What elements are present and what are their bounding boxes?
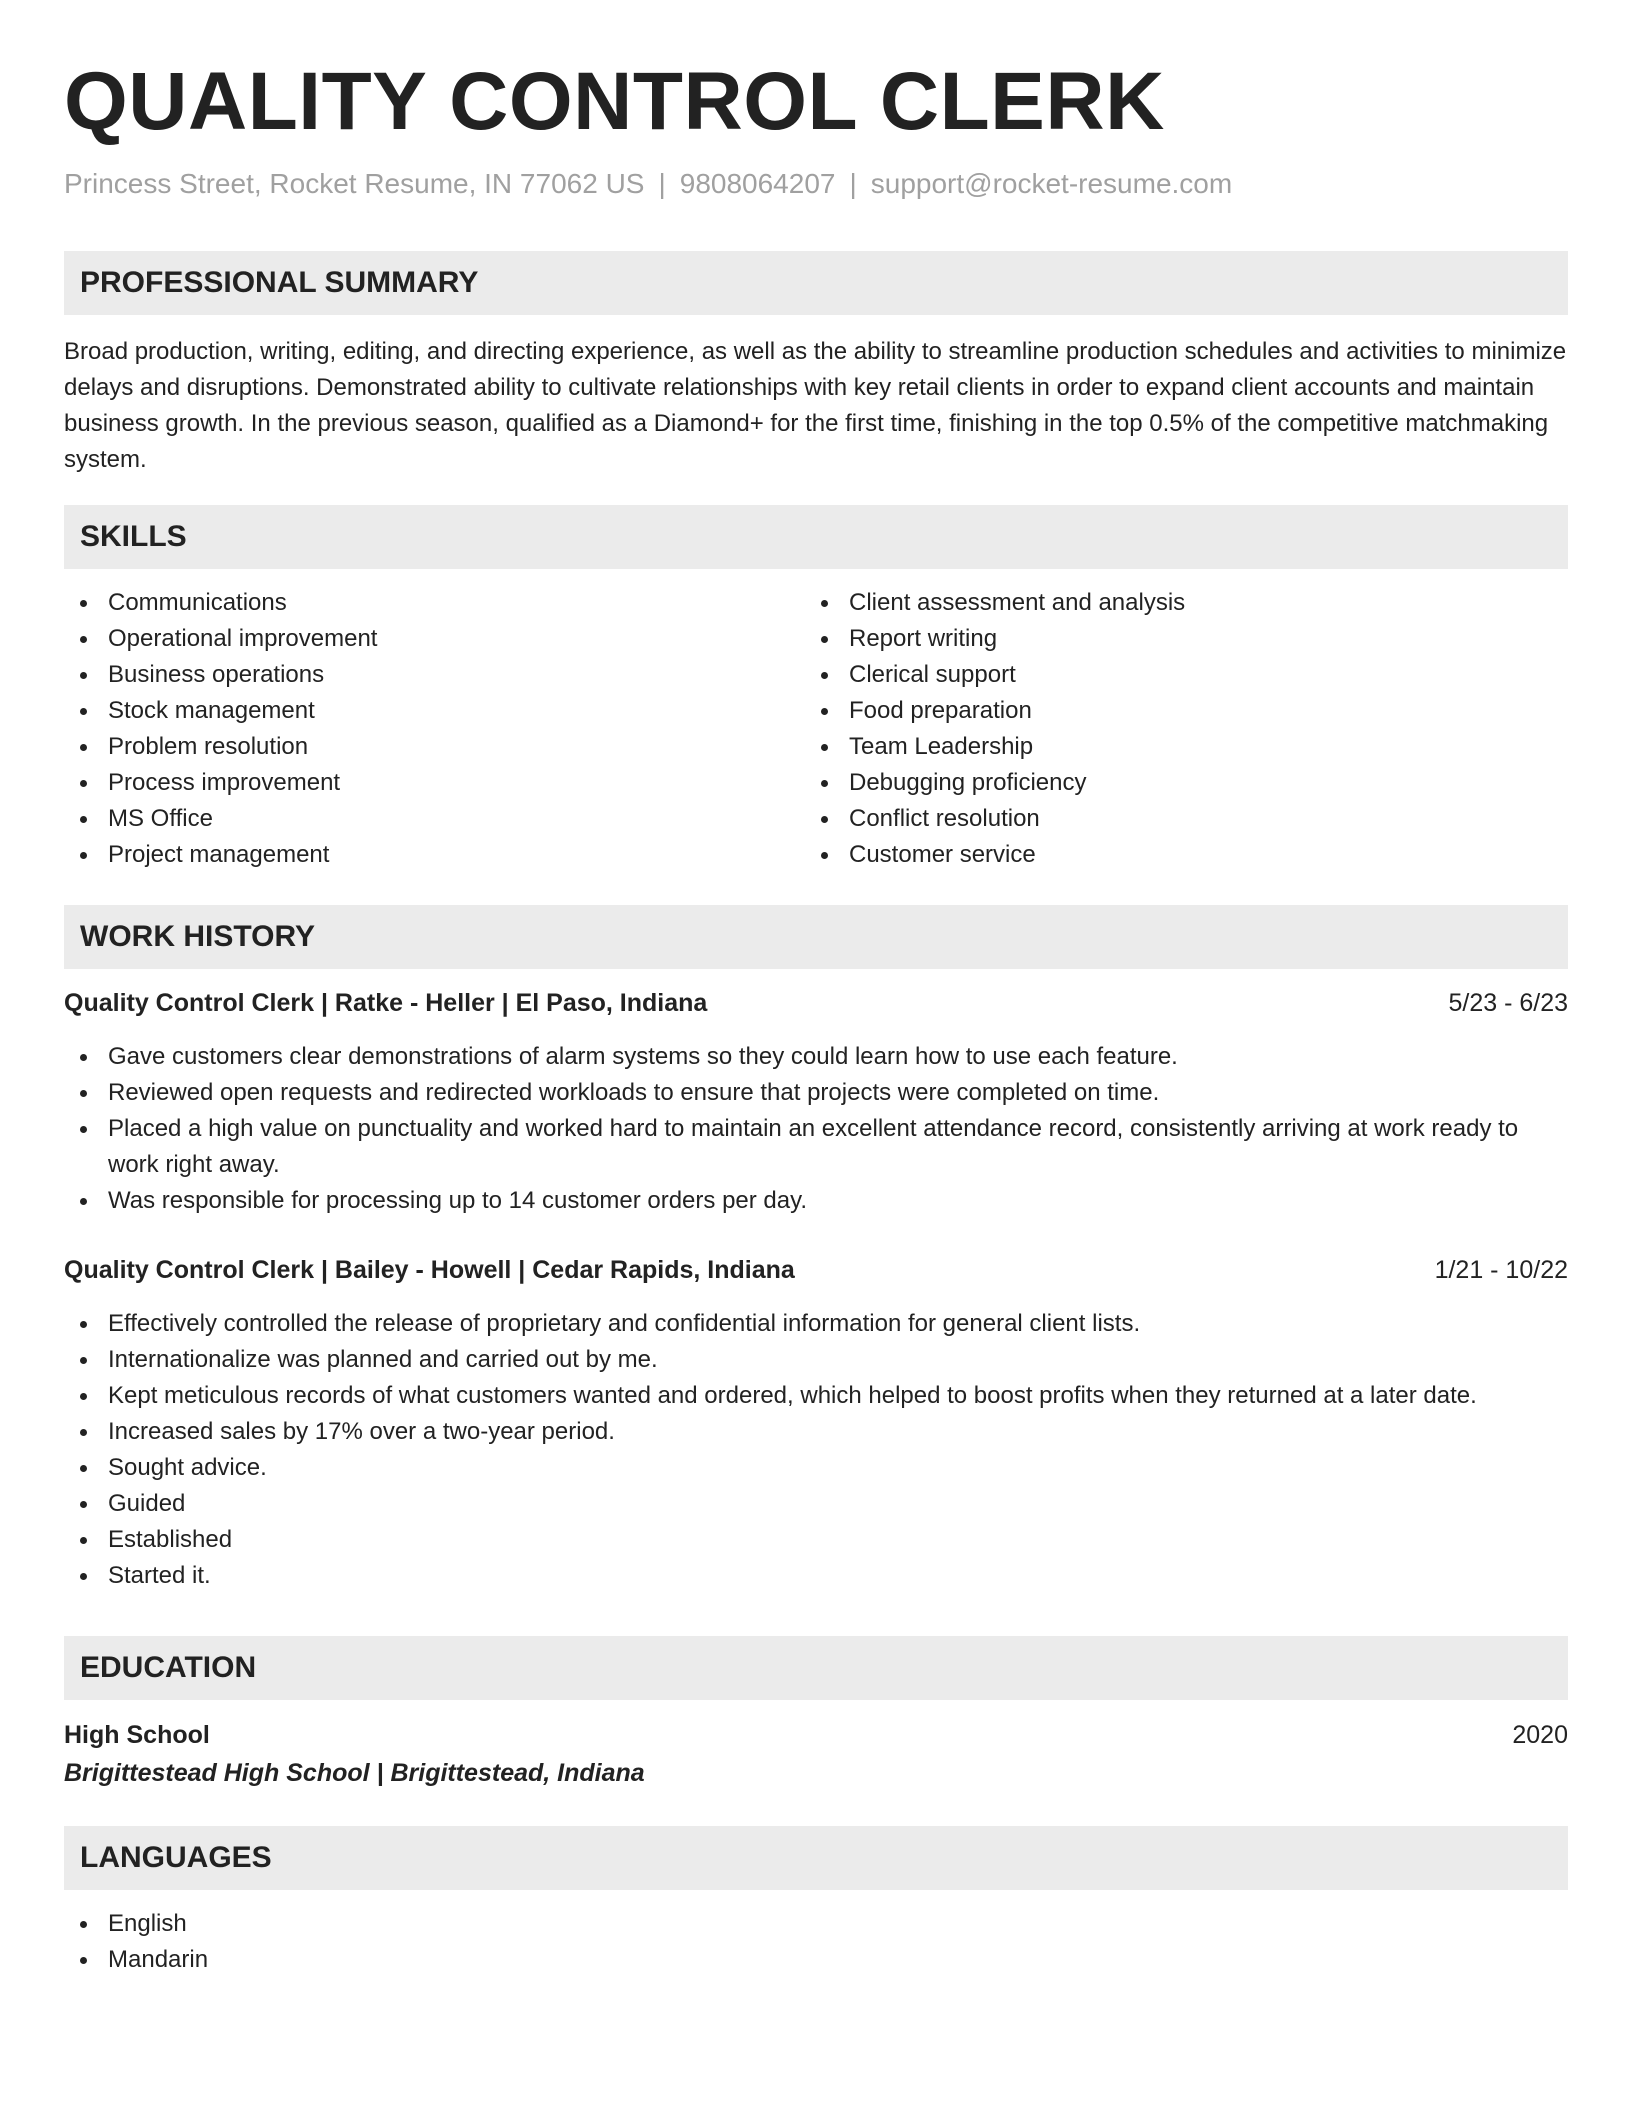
job-bullets <box>64 1306 1568 1594</box>
skill-item: Project management <box>64 837 804 873</box>
skills-list-right <box>805 585 1565 873</box>
skill-item: Process improvement <box>64 765 804 801</box>
skill-item: Communications <box>64 585 804 621</box>
skill-item: Client assessment and analysis <box>805 585 1565 621</box>
job-title: Quality Control Clerk | Bailey - Howell | Cedar Rapids, Indiana <box>64 1256 795 1284</box>
job-bullet: Established <box>64 1522 1568 1558</box>
job-bullets <box>64 1039 1568 1219</box>
education-section-header <box>64 1636 1568 1700</box>
language-item: English <box>64 1906 804 1942</box>
education-school: Brigittestead High School | Brigittestead, Indiana <box>64 1759 645 1787</box>
education-year: 2020 <box>1512 1721 1568 1749</box>
job-header <box>64 985 1568 1021</box>
work-heading: WORK HISTORY <box>80 920 316 953</box>
contact-separator: | <box>658 168 666 199</box>
job-bullet: Sought advice. <box>64 1450 1568 1486</box>
job-dates: 5/23 - 6/23 <box>1448 989 1568 1017</box>
contact-separator: | <box>849 168 857 199</box>
skill-item: Conflict resolution <box>805 801 1565 837</box>
job-dates: 1/21 - 10/22 <box>1434 1256 1568 1284</box>
skill-item: Stock management <box>64 693 804 729</box>
skill-item: Problem resolution <box>64 729 804 765</box>
language-item: Mandarin <box>64 1942 804 1978</box>
resume-name: QUALITY CONTROL CLERK <box>64 56 1165 147</box>
skill-item: Operational improvement <box>64 621 804 657</box>
skill-item: MS Office <box>64 801 804 837</box>
summary-section-header <box>64 251 1568 315</box>
skills-heading: SKILLS <box>80 520 187 553</box>
work-section-header <box>64 905 1568 969</box>
job-bullet: Reviewed open requests and redirected workloads to ensure that projects were completed on time. <box>64 1075 1568 1111</box>
summary-text: Broad production, writing, editing, and directing experience, as well as the ability to streamline production schedules and activities to minimize delays and disruptions. Demonstrated ability to cultivate relationships with key retail clients in order to expand client accounts and maintain business growth. In the previous season, qualified as a Diamond+ for the first time, finishing in the top 0.5% of the competitive matchmaking system. <box>64 338 1567 473</box>
education-heading: EDUCATION <box>80 1651 257 1684</box>
summary-heading: PROFESSIONAL SUMMARY <box>80 266 479 299</box>
job-bullet: Placed a high value on punctuality and worked hard to maintain an excellent attendance record, consistently arriving at work ready to work right away. <box>64 1111 1568 1183</box>
job-bullet: Guided <box>64 1486 1568 1522</box>
skills-section-header <box>64 505 1568 569</box>
skill-item: Team Leadership <box>805 729 1565 765</box>
job-header <box>64 1252 1568 1288</box>
job-bullet: Kept meticulous records of what customers wanted and ordered, which helped to boost profits when they returned at a later date. <box>64 1378 1568 1414</box>
education-degree: High School <box>64 1721 210 1749</box>
skill-item: Debugging proficiency <box>805 765 1565 801</box>
contact-phone: 9808064207 <box>679 168 836 199</box>
job-bullet: Gave customers clear demonstrations of alarm systems so they could learn how to use each feature. <box>64 1039 1568 1075</box>
contact-address: Princess Street, Rocket Resume, IN 77062 US <box>64 168 645 199</box>
job-bullet: Was responsible for processing up to 14 customer orders per day. <box>64 1183 1568 1219</box>
contact-line <box>64 166 1232 202</box>
skills-list-left <box>64 585 804 873</box>
job-title: Quality Control Clerk | Ratke - Heller | El Paso, Indiana <box>64 989 708 1017</box>
education-header <box>64 1717 1568 1753</box>
job-bullet: Increased sales by 17% over a two-year period. <box>64 1414 1568 1450</box>
job-bullet: Effectively controlled the release of proprietary and confidential information for general client lists. <box>64 1306 1568 1342</box>
job-bullet: Started it. <box>64 1558 1568 1594</box>
languages-list <box>64 1906 804 1978</box>
skill-item: Food preparation <box>805 693 1565 729</box>
languages-heading: LANGUAGES <box>80 1841 272 1874</box>
skill-item: Report writing <box>805 621 1565 657</box>
languages-section-header <box>64 1826 1568 1890</box>
skill-item: Business operations <box>64 657 804 693</box>
skill-item: Customer service <box>805 837 1565 873</box>
contact-email: support@rocket-resume.com <box>870 168 1233 199</box>
skill-item: Clerical support <box>805 657 1565 693</box>
job-bullet: Internationalize was planned and carried out by me. <box>64 1342 1568 1378</box>
